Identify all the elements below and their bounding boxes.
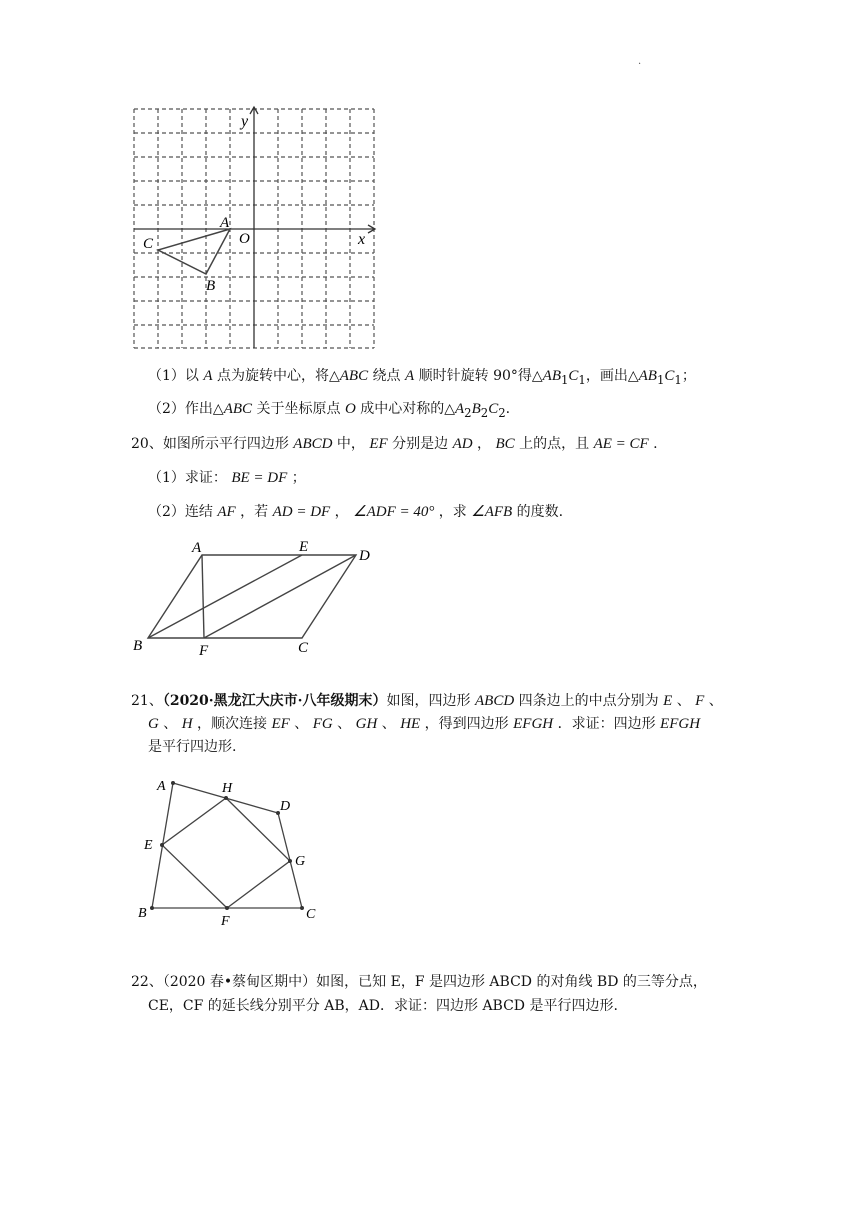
q22-line2: CE，CF 的延长线分别平分 AB，AD．求证：四边形 ABCD 是平行四边形. bbox=[148, 998, 618, 1014]
quadrilateral-figure bbox=[130, 772, 330, 932]
q20-line3: （2）连结 AF ，若 AD = DF ， ∠ADF = 40° ，求 ∠AFB 的度数. bbox=[148, 504, 564, 520]
q19-part2: （2）作出△ABC 关于坐标原点 O 成中心对称的$\triangle A_2B_2C_2$. bbox=[148, 401, 511, 420]
label-c: C bbox=[298, 640, 309, 656]
quadrilateral-efgh bbox=[162, 798, 290, 908]
label-b: B bbox=[138, 906, 147, 921]
label-c: C bbox=[306, 907, 316, 922]
point-b-label: B bbox=[206, 278, 216, 294]
origin-label: O bbox=[239, 231, 250, 247]
y-axis-label: y bbox=[241, 113, 249, 130]
q20-line2: （1）求证： BE = DF ； bbox=[148, 470, 306, 486]
parallelogram-figure bbox=[128, 534, 380, 660]
x-axis-label: x bbox=[358, 231, 366, 248]
segment-af bbox=[202, 555, 204, 638]
point-c-label: C bbox=[143, 236, 154, 252]
header-mark: . bbox=[638, 56, 642, 67]
point-a-label: A bbox=[220, 215, 230, 231]
q20-line1: 20、如图所示平行四边形 ABCD 中， EF 分别是边 AD ， BC 上的点，且 AE = CF . bbox=[131, 436, 658, 452]
q21-line1: 21、（2020·黑龙江大庆市·八年级期末）如图，四边形 ABCD 四条边上的中点分别为 E 、 F 、 bbox=[131, 693, 723, 709]
axes bbox=[134, 107, 375, 348]
label-g: G bbox=[295, 854, 306, 869]
label-b: B bbox=[133, 638, 143, 654]
label-a: A bbox=[192, 540, 202, 556]
coordinate-grid-figure bbox=[128, 104, 380, 352]
label-f: F bbox=[221, 914, 230, 929]
label-d: D bbox=[359, 548, 370, 564]
q21-line3: 是平行四边形. bbox=[148, 739, 237, 755]
parallelogram-abcd bbox=[148, 555, 356, 638]
q22-line1: 22、（2020 春•蔡甸区期中）如图，已知 E，F 是四边形 ABCD 的对角线 BD 的三等分点， bbox=[131, 974, 707, 990]
triangle-abc bbox=[158, 229, 230, 274]
label-e: E bbox=[299, 539, 309, 555]
label-h: H bbox=[222, 781, 233, 796]
label-d: D bbox=[280, 799, 291, 814]
label-e: E bbox=[144, 838, 153, 853]
label-f: F bbox=[199, 643, 209, 659]
q21-line2: G 、 H ，顺次连接 EF 、 FG 、 GH 、 HE ，得到四边形 EFGH ．求证：四边形 EFGH bbox=[148, 716, 701, 732]
label-a: A bbox=[157, 779, 166, 794]
q19-part1: （1）以 A 点为旋转中心，将△ABC 绕点 A 顺时针旋转 90°得$\triangle AB_1C_1$，画出$\triangle AB_1C_1$； bbox=[148, 368, 696, 387]
